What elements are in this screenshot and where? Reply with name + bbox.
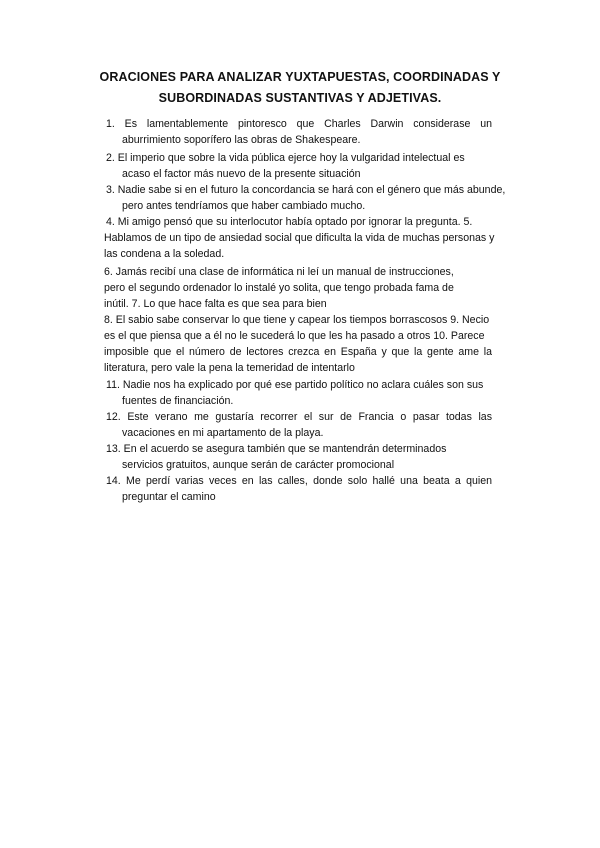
- sentence-6-7-line-1: 6. Jamás recibí una clase de informática ni leí un manual de instrucciones,: [104, 266, 454, 278]
- sentence-4-5-line-2: Hablamos de un tipo de ansiedad social que dificulta la vida de muchas personas y: [104, 232, 495, 244]
- document-title-line-2: SUBORDINADAS SUSTANTIVAS Y ADJETIVAS.: [158, 91, 442, 105]
- sentence-8-10-line-1: 8. El sabio sabe conservar lo que tiene y capear los tiempos borrascosos 9. Necio: [104, 314, 490, 326]
- sentence-8-10-line-2: es el que piensa que a él no le sucederá lo que les ha pasado a otros 10. Parece: [104, 330, 485, 342]
- sentence-6-7-line-2: pero el segundo ordenador lo instalé yo solita, que tengo probada fama de: [104, 282, 454, 294]
- sentence-11-line-2: fuentes de financiación.: [122, 395, 234, 407]
- sentence-14-line-1: 14. Me perdí varias veces en las calles, donde solo hallé una beata a quien: [106, 475, 492, 487]
- sentence-2-line-1: 2. El imperio que sobre la vida pública ejerce hoy la vulgaridad intelectual es: [106, 152, 465, 164]
- sentence-3-line-1: 3. Nadie sabe si en el futuro la concordancia se hará con el género que más abunde,: [106, 184, 506, 196]
- sentence-11-line-1: 11. Nadie nos ha explicado por qué ese partido político no aclara cuáles son sus: [106, 379, 484, 391]
- sentence-1-line-2: aburrimiento soporífero las obras de Shakespeare.: [122, 134, 361, 146]
- sentence-6-7-line-3: inútil. 7. Lo que hace falta es que sea para bien: [104, 298, 327, 310]
- sentence-13-line-1: 13. En el acuerdo se asegura también que se mantendrán determinados: [106, 443, 447, 455]
- sentence-2-line-2: acaso el factor más nuevo de la presente situación: [122, 168, 361, 180]
- sentence-1-line-1: 1. Es lamentablemente pintoresco que Charles Darwin considerase un: [106, 118, 492, 130]
- sentence-8-10-line-3: imposible que el número de lectores crezca en España y que la gente ame la: [104, 346, 492, 358]
- document-title-line-1: ORACIONES PARA ANALIZAR YUXTAPUESTAS, COORDINADAS Y: [99, 70, 501, 84]
- sentence-12-line-2: vacaciones en mi apartamento de la playa.: [122, 427, 324, 439]
- sentence-4-5-line-1: 4. Mi amigo pensó que su interlocutor había optado por ignorar la pregunta. 5.: [106, 216, 473, 228]
- sentence-14-line-2: preguntar el camino: [122, 491, 216, 503]
- sentence-12-line-1: 12. Este verano me gustaría recorrer el sur de Francia o pasar todas las: [106, 411, 492, 423]
- sentence-3-line-2: pero antes tendríamos que haber cambiado mucho.: [122, 200, 366, 212]
- sentence-8-10-line-4: literatura, pero vale la pena la temeridad de intentarlo: [104, 362, 355, 374]
- sentence-4-5-line-3: las condena a la soledad.: [104, 248, 225, 260]
- sentence-13-line-2: servicios gratuitos, aunque serán de carácter promocional: [122, 459, 395, 471]
